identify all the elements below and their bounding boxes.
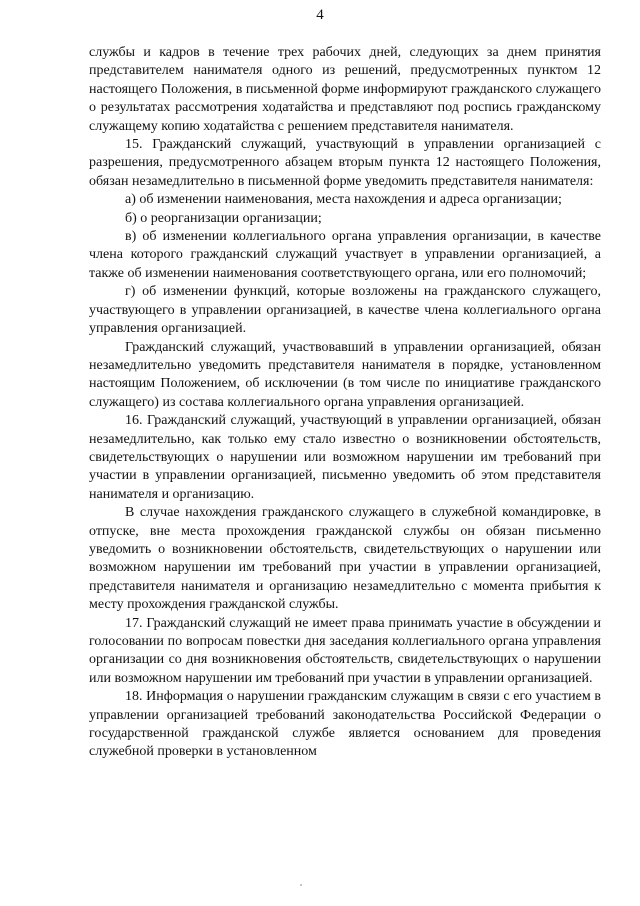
- paragraph-item-15-a: а) об изменении наименования, места нахождения и адреса организации;: [125, 192, 562, 208]
- paragraph-item-15-b: б) о реорганизации организации;: [125, 210, 322, 226]
- paragraph-item-15-v: в) об изменении коллегиального органа управления организации, в качестве члена которого гражданский служащий участвует в управлении организацией, а также об изменении наименования соответствующего органа, или его полномочий;: [89, 229, 601, 281]
- paragraph-item-15-g: г) об изменении функций, которые возложены на гражданского служащего, участвующего в управлении организацией, в качестве члена коллегиального органа управления организацией.: [89, 284, 601, 337]
- paragraph-item-15-exclusion: Гражданский служащий, участвовавший в управлении организацией, обязан незамедлительно уведомить представителя нанимателя в порядке, установленном настоящим Положением, об исключении (в том числе по инициативе гражданского служащего) из состава коллегиального органа управления организацией.: [89, 339, 601, 410]
- paragraph-item-16: 16. Гражданский служащий, участвующий в управлении организацией, обязан незамедлительно, как только ему стало известно о возникновении обстоятельств, свидетельствующих о нарушении или возможном нарушении им требований при участии в управлении организацией, письменно уведомить об этом представителя нанимателя и организацию.: [89, 413, 601, 502]
- document-body: [89, 44, 601, 762]
- page-number: 4: [316, 7, 324, 23]
- paragraph-item-15: 15. Гражданский служащий, участвующий в управлении организацией с разрешения, предусмотренного абзацем вторым пункта 12 настоящего Положения, обязан незамедлительно в письменной форме уведомить представителя нанимателя:: [89, 137, 601, 189]
- paragraph-item-17: 17. Гражданский служащий не имеет права принимать участие в обсуждении и голосовании по вопросам повестки дня заседания коллегиального органа управления организации со дня возникновения обстоятельств, свидетельствующих о нарушении или возможном нарушении им требований при участии в управлении организацией.: [89, 615, 601, 686]
- scan-speck: [300, 884, 302, 886]
- paragraph-item-18: 18. Информация о нарушении гражданским служащим в связи с его участием в управлении организацией требований законодательства Российской Федерации о государственной гражданской службе является основанием для проведения служебной проверки в установленном: [89, 689, 601, 760]
- paragraph-item-16-travel: В случае нахождения гражданского служащего в служебной командировке, в отпуске, вне места прохождения гражданской службы он обязан письменно уведомить о возникновении обстоятельств, свидетельствующих о нарушении или возможном нарушении им требований при участии в управлении организацией, представителя нанимателя и организацию незамедлительно с момента прибытия к месту прохождения гражданской службы.: [89, 505, 601, 613]
- paragraph-continuation: службы и кадров в течение трех рабочих дней, следующих за днем принятия представителем нанимателя одного из решений, предусмотренных пунктом 12 настоящего Положения, в письменной форме информируют гражданского служащего о результатах рассмотрения ходатайства и представляют под роспись гражданскому служащему копию ходатайства с решением представителя нанимателя.: [89, 45, 601, 134]
